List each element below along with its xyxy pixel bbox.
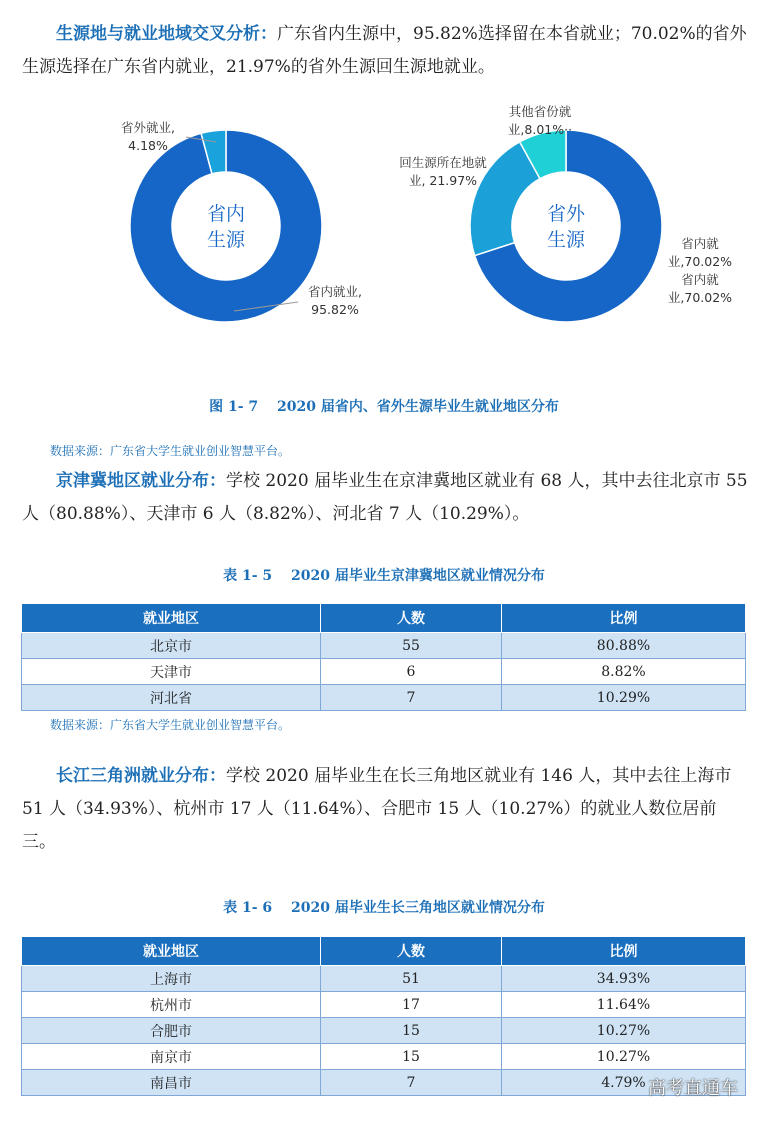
table-caption: 表 1- 6 2020 届毕业生长三角地区就业情况分布: [223, 900, 545, 916]
donut-slice-label: 省内就业,: [308, 284, 362, 299]
paragraph-lead: 生源地与就业地域交叉分析：: [56, 24, 277, 44]
paragraph-origin-analysis: [22, 18, 748, 84]
donut-slice-label: 省内就: [681, 236, 719, 251]
cell-ratio: 10.29%: [502, 685, 746, 711]
paragraph-yangtze-delta: [22, 760, 748, 859]
table-jingjinji: [21, 603, 746, 711]
donut-slice-label: 省外就业,: [121, 120, 175, 135]
table-row: [22, 966, 746, 992]
table-yangtze-delta: [21, 936, 746, 1096]
cell-region: 河北省: [22, 685, 321, 711]
table-row: [22, 1070, 746, 1096]
table-row: [22, 659, 746, 685]
donut-charts-svg: [0, 100, 768, 380]
header-ratio: 比例: [502, 604, 746, 633]
header-count: 人数: [321, 604, 502, 633]
paragraph-text: 学校 2020 届毕业生在京津冀地区就业有 68 人，其中去往北京市 55 人（80.88%）、天津市 6 人（8.82%）、河北省 7 人（10.29%）。: [22, 471, 748, 524]
header-region: 就业地区: [22, 937, 321, 966]
header-count: 人数: [321, 937, 502, 966]
donut-slice-label: 4.18%: [128, 138, 168, 153]
donut-slice-label: 业,70.02%: [667, 254, 733, 269]
donut-center-label: 生源: [546, 229, 586, 251]
table-row: [22, 685, 746, 711]
cell-region: 北京市: [22, 633, 321, 659]
cell-count: 15: [321, 1018, 502, 1044]
cell-region: 上海市: [22, 966, 321, 992]
table-row: [22, 992, 746, 1018]
cell-region: 南昌市: [22, 1070, 321, 1096]
table-row: [22, 1044, 746, 1070]
cell-count: 7: [321, 1070, 502, 1096]
donut-slice-label: 其他省份就: [508, 104, 572, 119]
header-region: 就业地区: [22, 604, 321, 633]
cell-count: 55: [321, 633, 502, 659]
cell-count: 51: [321, 966, 502, 992]
cell-region: 天津市: [22, 659, 321, 685]
paragraph-text: 广东省内生源中，95.82%选择留在本省就业；70.02%的省外生源选择在广东省内就业，21.97%的省外生源回生源地就业。: [22, 24, 747, 77]
cell-region: 杭州市: [22, 992, 321, 1018]
table-header-row: [22, 604, 746, 633]
table-caption: 表 1- 5 2020 届毕业生京津冀地区就业情况分布: [223, 568, 545, 584]
cell-ratio: 80.88%: [502, 633, 746, 659]
donut-slice-label: 业,8.01%··: [507, 122, 573, 137]
donut-slice-label: 业, 21.97%: [408, 173, 478, 188]
cell-region: 合肥市: [22, 1018, 321, 1044]
data-source-note: 数据来源：广东省大学生就业创业智慧平台。: [50, 444, 291, 458]
cell-ratio: 10.27%: [502, 1044, 746, 1070]
donut-slice-label: 省内就: [681, 272, 719, 287]
donut-charts: [0, 100, 768, 380]
donut-center-label: 省外: [546, 203, 586, 225]
table-header-row: [22, 937, 746, 966]
donut-center-label: 省内: [206, 203, 246, 225]
donut-chart-in-province: [121, 120, 362, 322]
donut-slice-label: 业,70.02%: [667, 290, 733, 305]
paragraph-text: 学校 2020 届毕业生在长三角地区就业有 146 人，其中去往上海市 51 人（34.93%）、杭州市 17 人（11.64%）、合肥市 15 人（10.27%）的就业人数位居前三。: [22, 766, 732, 852]
donut-center-label: 生源: [206, 229, 246, 251]
cell-ratio: 8.82%: [502, 659, 746, 685]
cell-count: 6: [321, 659, 502, 685]
donut-slice-label: 95.82%: [311, 302, 359, 317]
data-source-note: 数据来源：广东省大学生就业创业智慧平台。: [50, 718, 291, 732]
cell-ratio: 11.64%: [502, 992, 746, 1018]
paragraph-jingjinji: [22, 465, 748, 531]
table-row: [22, 633, 746, 659]
paragraph-lead: 京津冀地区就业分布：: [56, 471, 226, 491]
donut-chart-out-province: [399, 104, 732, 322]
cell-count: 17: [321, 992, 502, 1018]
donut-slice-label: 回生源所在地就: [399, 155, 487, 170]
cell-ratio: 34.93%: [502, 966, 746, 992]
header-ratio: 比例: [502, 937, 746, 966]
watermark: 高考直通车: [648, 1078, 738, 1099]
figure-caption: 图 1- 7 2020 届省内、省外生源毕业生就业地区分布: [209, 399, 559, 415]
cell-ratio: 4.79%: [502, 1070, 746, 1096]
cell-ratio: 10.27%: [502, 1018, 746, 1044]
table-row: [22, 1018, 746, 1044]
cell-count: 15: [321, 1044, 502, 1070]
paragraph-lead: 长江三角洲就业分布：: [56, 766, 226, 786]
cell-count: 7: [321, 685, 502, 711]
cell-region: 南京市: [22, 1044, 321, 1070]
